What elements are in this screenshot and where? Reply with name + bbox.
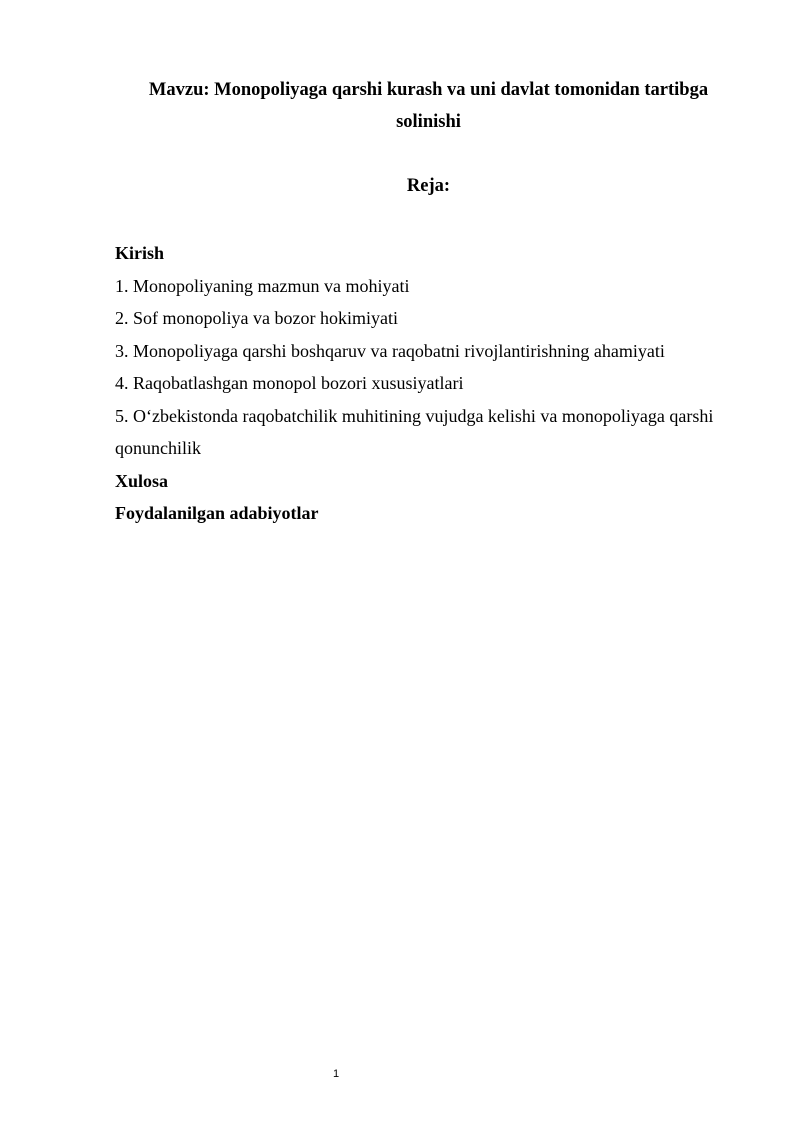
toc-item: 1. Monopoliyaning mazmun va mohiyati [115, 275, 410, 296]
toc-item: 4. Raqobatlashgan monopol bozori xususiyatlari [115, 373, 464, 393]
table-of-contents [115, 237, 747, 530]
toc-item: Kirish [115, 243, 165, 263]
toc-item: 2. Sof monopoliya va bozor hokimiyati [115, 308, 398, 328]
toc-item: Xulosa [115, 470, 169, 491]
toc-item: 3. Monopoliyaga qarshi boshqaruv va raqobatni rivojlantirishning ahamiyati [115, 340, 665, 361]
page-number: 1 [332, 1068, 340, 1080]
plan-heading: Reja: [406, 176, 451, 196]
toc-item: Foydalanilgan adabiyotlar [115, 503, 319, 523]
document-title: Mavzu: Monopoliyaga qarshi kurash va uni davlat tomonidan tartibga solinishi [148, 80, 709, 132]
toc-item: 5. O‘zbekistonda raqobatchilik muhitining vujudga kelishi va monopoliyaga qarshi qonunchilik [115, 405, 714, 458]
